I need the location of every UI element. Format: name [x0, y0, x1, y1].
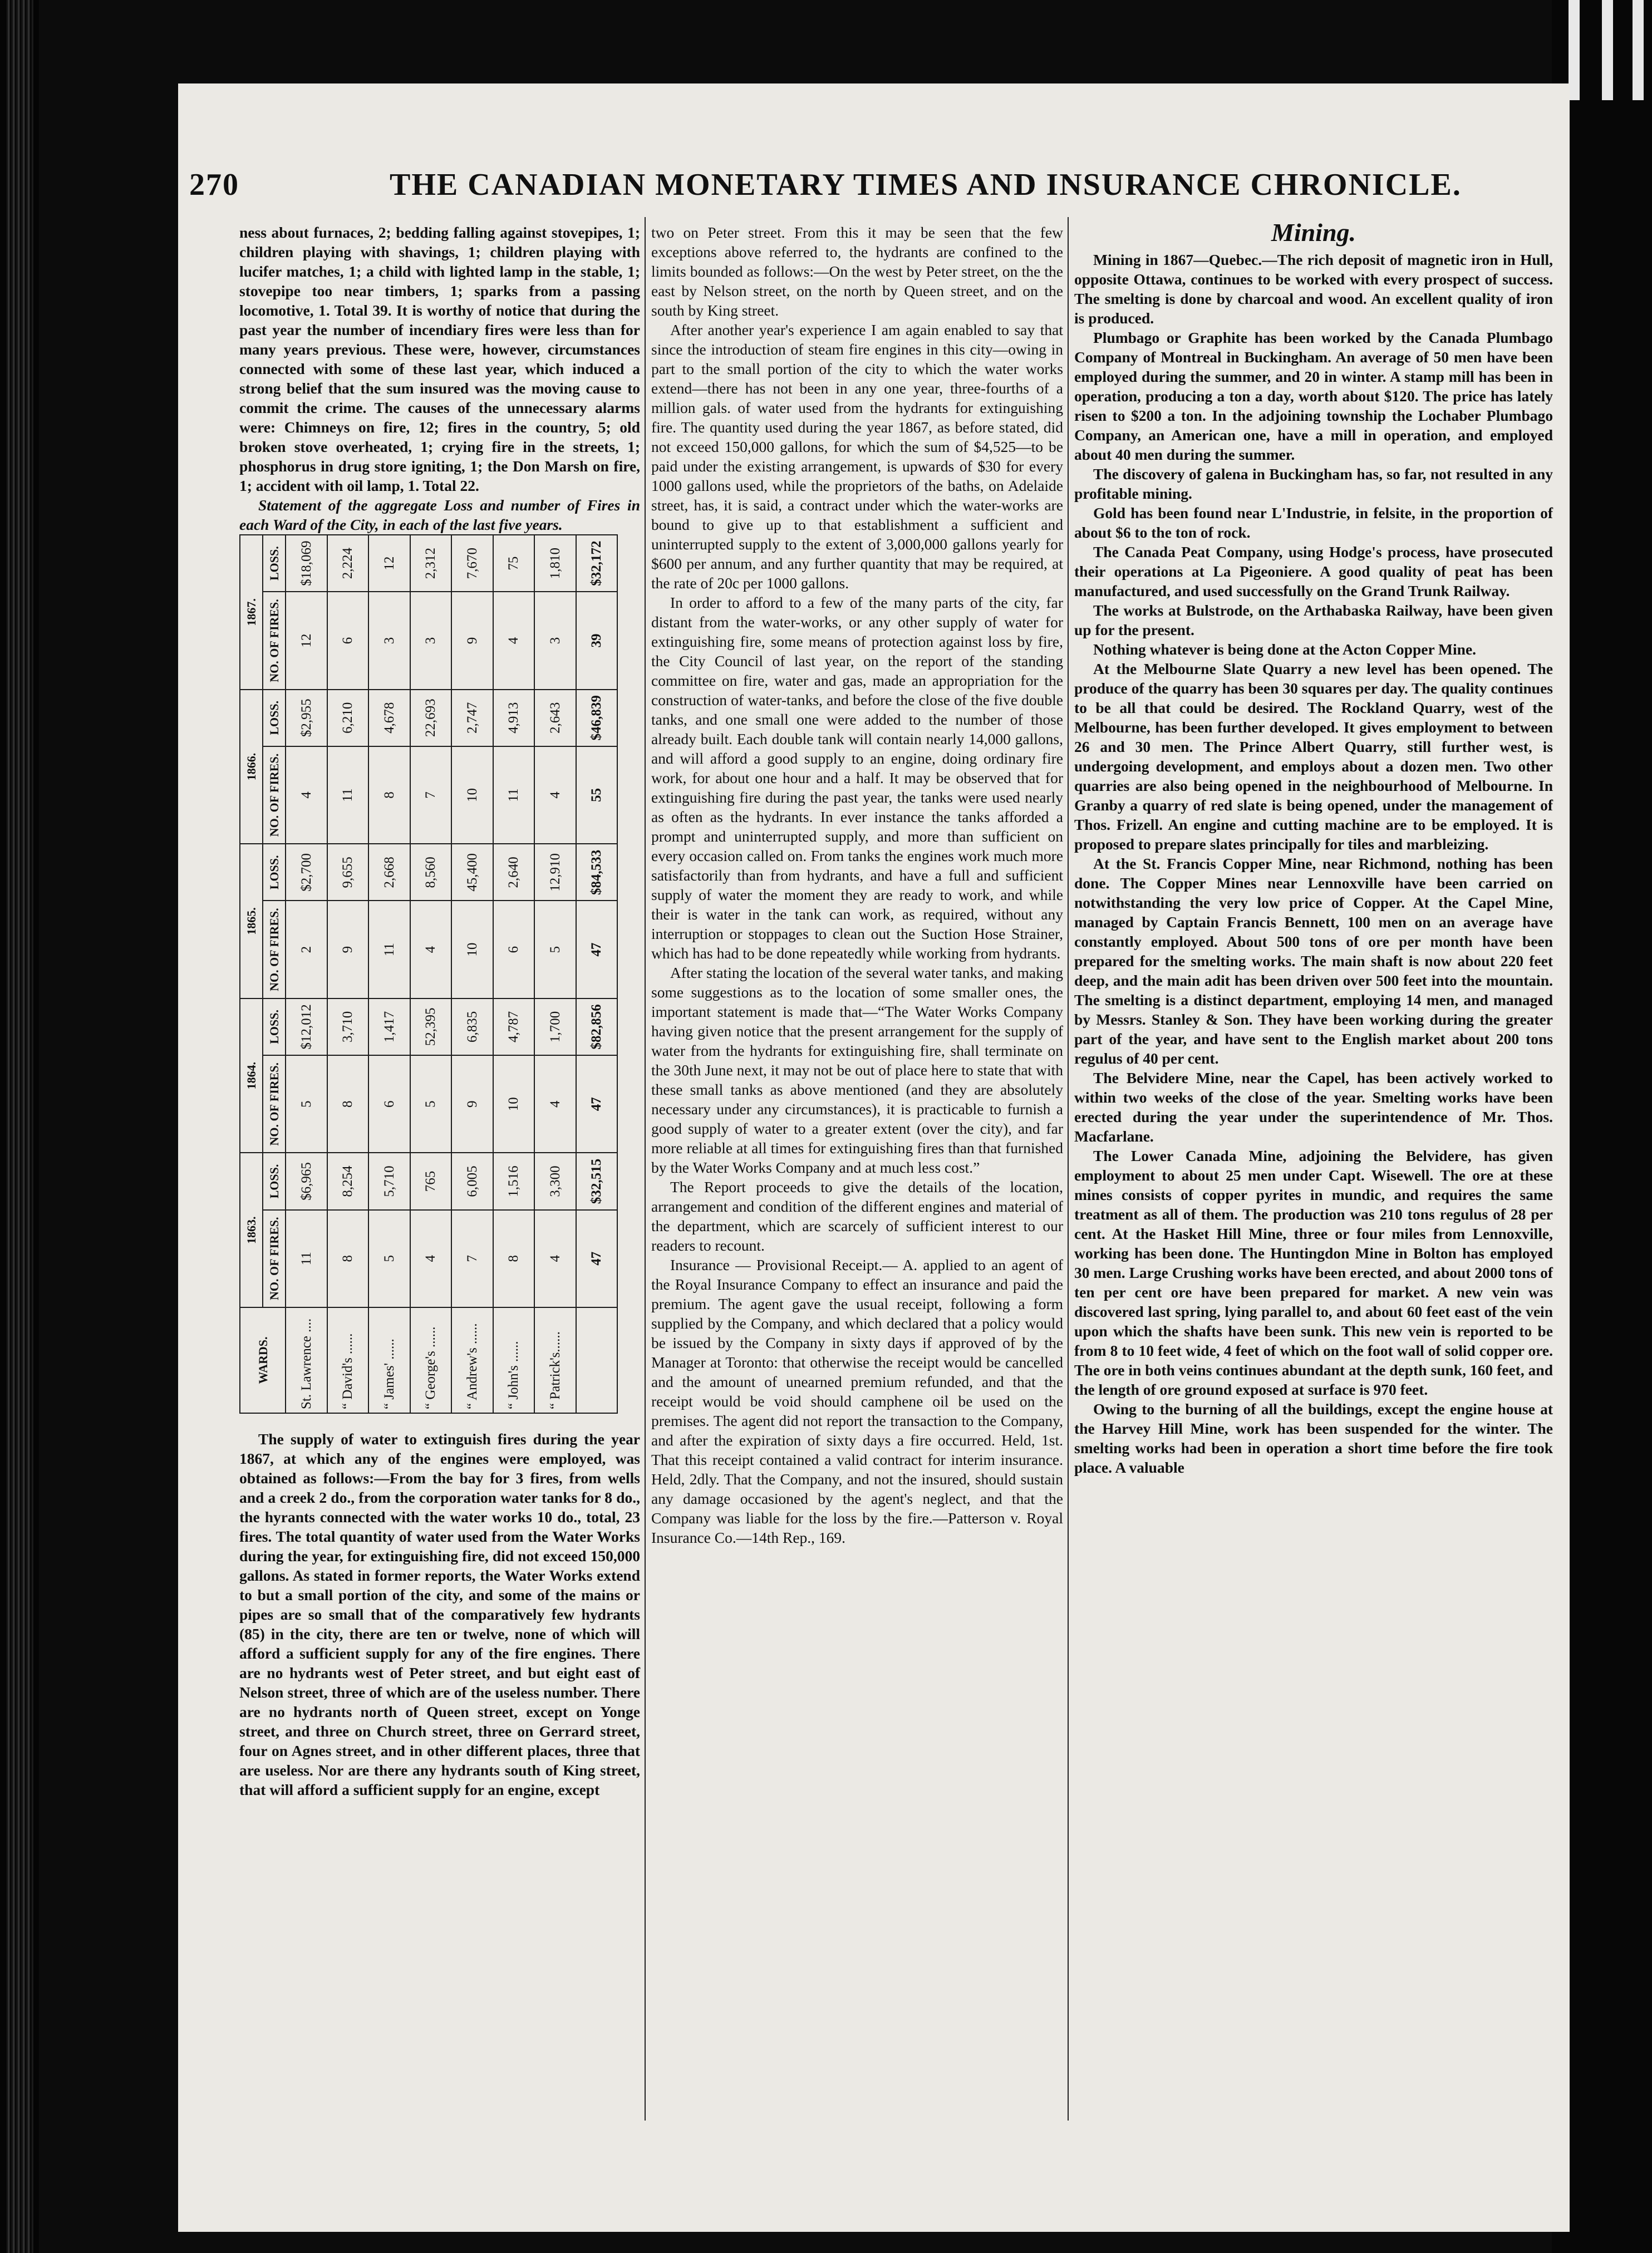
loss-amount-cell: 8,560 — [410, 844, 452, 901]
total-loss-cell: $32,172 — [576, 535, 618, 592]
total-loss-cell: $32,515 — [576, 1153, 618, 1209]
table-header-year: 1864. — [240, 998, 263, 1153]
fires-count-cell: 4 — [534, 1055, 576, 1153]
paragraph: Gold has been found near L'Industrie, in felsite, in the proportion of about $6 to the ton of rock. — [1074, 504, 1553, 541]
table-row — [451, 535, 493, 1413]
paragraph: The Lower Canada Mine, adjoining the Belvidere, has given employment to about 25 men under Capt. Wisewell. The ore at these mines consists of copper pyrites in mundic, and requires the same treatment as all of them. The production was 210 tons regulus of 28 per cent. At the Hasket Hill Mine, three or four miles from Lennoxville, working has been done. The Huntingdon Mine in Bolton has employed 30 men. Large Crushing works have been erected, and about 2000 tons of ten per cent ore have been prepared for market. A new vein was discovered last spring, lying parallel to, and about 60 feet east of the vein upon which the shafts have been sunk. This new vein is reported to be from 8 to 10 feet wide, 4 feet of which on the foot wall of solid copper ore. The ore in both veins continues abundant at the depth sunk, 160 feet, and the length of ore ground exposed at surface is 970 feet. — [1074, 1147, 1553, 1398]
total-fires-cell: 55 — [576, 746, 618, 844]
paragraph: After another year's experience I am again enabled to say that since the introduction of steam fire engines in this city—owing in part to the small portion of the city to which the water works extend—there has not been in any one year, three-fourths of a million gals. of water used from the hydrants for extinguishing fire. The quantity used during the year 1867, as before stated, did not exceed 150,000 gallons, for which the sum of $4,525—to be paid under the existing arrangement, is upwards of $30 for every 1000 gallons used, while the proprietors of the baths, on Adelaide street, has, it is said, a contract under which the water-works are bound to give up to that establishment a sufficient and uninterrupted supply to the extent of 3,000,000 gallons yearly for $600 per annum, and any further quantity that may be required, at the rate of 20c per 1000 gallons. — [651, 321, 1063, 592]
loss-amount-cell: 1,417 — [368, 998, 410, 1055]
paragraph: Insurance — Provisional Receipt.— A. applied to an agent of the Royal Insurance Company to effect an insurance and paid the premium. The agent gave the usual receipt, following a form supplied by the Company, and which declared that a policy would be issued by the Company in sixty days if approved of by the Manager at Toronto: that otherwise the receipt would be cancelled and the amount of unearned premium refunded, and that the receipt would be void should camphene oil be used on the premises. The agent did not report the transaction to the Company, and after the expiration of sixty days a fire occurred. Held, 1st. That this receipt contained a valid contract for interim insurance. Held, 2dly. That the Company, and not the insured, should sustain any damage occasioned by the agent's neglect, and that the Company was liable for the loss by the fire.—Patterson v. Royal Insurance Co.—14th Rep., 169. — [651, 1256, 1063, 1546]
fires-count-cell: 5 — [286, 1055, 327, 1153]
paragraph: Plumbago or Graphite has been worked by the Canada Plumbago Company of Montreal in Buckingham. An average of 50 men have been employed during the summer, and 20 in winter. A stamp mill has been in operation, producing a ton a day, worth about $120. The price has lately risen to $200 a ton. In the adjoining township the Lochaber Plumbago Company, an American one, have a mill in operation, and employed about 40 men during the summer. — [1074, 329, 1553, 463]
table-header-year: 1866. — [240, 690, 263, 844]
loss-amount-cell: 12 — [368, 535, 410, 592]
table-row — [368, 535, 410, 1413]
table-header-fires: NO. OF FIRES. — [263, 592, 286, 689]
loss-amount-cell: 8,254 — [327, 1153, 369, 1209]
column-rule — [645, 217, 646, 2121]
paragraph: At the St. Francis Copper Mine, near Richmond, nothing has been done. The Copper Mines near Lennoxville have been carried on notwithstanding the very low price of Copper. At the Capel Mine, managed by Captain Francis Bennett, 100 men on an average have constantly employed. About 500 tons of ore per month have been prepared for the smelting works. The main shaft is now about 220 feet deep, and the main adit has been driven over 500 feet into the mountain. The smelting is a distinct department, employing 14 men, and managed by Messrs. Stanley & Son. They have been working during the greater part of the year, and have sent to the English market about 200 tons regulus of 40 per cent. — [1074, 855, 1553, 1067]
fires-count-cell: 3 — [410, 592, 452, 689]
fires-count-cell: 4 — [534, 1210, 576, 1307]
total-fires-cell: 47 — [576, 1210, 618, 1307]
ward-cell: “ James' ...... — [368, 1307, 410, 1413]
fires-count-cell: 9 — [327, 901, 369, 998]
table-header-fires: NO. OF FIRES. — [263, 746, 286, 844]
paragraph: two on Peter street. From this it may be seen that the few exceptions above referred to, the hydrants are confined to the limits bounded as follows:—On the west by Peter street, on the the east by Nelson street, on the north by Queen street, and on the south by King street. — [651, 224, 1063, 319]
paragraph: The Report proceeds to give the details of the location, arrangement and condition of the different engines and material of the department, which are scarcely of sufficient interest to our readers to recount. — [651, 1178, 1063, 1254]
table-header-loss: LOSS. — [263, 1153, 286, 1209]
page-number: 270 — [189, 168, 239, 202]
fires-count-cell: 5 — [410, 1055, 452, 1153]
table-header-loss: LOSS. — [263, 844, 286, 901]
loss-amount-cell: 1,700 — [534, 998, 576, 1055]
column-left — [239, 223, 640, 1799]
loss-amount-cell: 2,747 — [451, 690, 493, 746]
loss-amount-cell: $12,012 — [286, 998, 327, 1055]
loss-amount-cell: 2,668 — [368, 844, 410, 901]
fires-count-cell: 8 — [327, 1210, 369, 1307]
paragraph: At the Melbourne Slate Quarry a new level has been opened. The produce of the quarry has been 30 squares per day. The quality continues to be all that could be desired. The Rockland Quarry, west of the Melbourne, has been further developed. It gives employment to between 26 and 30 men. The Prince Albert Quarry, still further west, is undergoing development, and employs about a dozen men. Two other quarries are also being opened in the neighbourhood of Melbourne. In Granby a quarry of red slate is being opened, under the management of Thos. Frizell. An engine and cutting machine are to be employed. It is proposed to prepare slates principally for tiles and marbleizing. — [1074, 660, 1553, 853]
loss-amount-cell: 22,693 — [410, 690, 452, 746]
loss-amount-cell: 4,678 — [368, 690, 410, 746]
loss-amount-cell: $18,069 — [286, 535, 327, 592]
loss-amount-cell: 7,670 — [451, 535, 493, 592]
table-header-year: 1863. — [240, 1153, 263, 1307]
table-row — [327, 535, 369, 1413]
table-header-wards: WARDS. — [240, 1307, 286, 1413]
ward-cell: “ David's ...... — [327, 1307, 369, 1413]
table-row — [410, 535, 452, 1413]
paragraph: The supply of water to extinguish fires during the year 1867, at which any of the engines were employed, was obtained as follows:—From the bay for 3 fires, from wells and a creek 2 do., from the corporation water tanks for 8 do., the hyrants connected with the water works 10 do., total, 23 fires. The total quantity of water used from the Water Works during the year, for extinguishing fire, did not exceed 150,000 gallons. As stated in former reports, the Water Works extend to but a small portion of the city, and some of the mains or pipes are so small that of the comparatively few hydrants (85) in the city, there are ten or twelve, none of which will afford a sufficient supply for any of the fire engines. There are no hydrants west of Peter street, and but eight east of Nelson street, three of which are of the useless number. There are no hydrants north of Queen street, except on Yonge street, and three on Church street, three on Gerrard street, four on Agnes street, and in other different places, three that are useless. Nor are there any hydrants south of King street, that will afford a sufficient supply for an engine, except — [239, 1430, 640, 1798]
loss-amount-cell: 3,710 — [327, 998, 369, 1055]
loss-amount-cell: 52,395 — [410, 998, 452, 1055]
table-total-row — [576, 535, 618, 1413]
fires-count-cell: 4 — [410, 1210, 452, 1307]
loss-amount-cell: 3,300 — [534, 1153, 576, 1209]
ward-cell: St. Lawrence .... — [286, 1307, 327, 1413]
ward-cell: “ George's ...... — [410, 1307, 452, 1413]
paragraph: Mining in 1867—Quebec.—The rich deposit of magnetic iron in Hull, opposite Ottawa, continues to be worked with every prospect of success. The smelting is done by charcoal and wood. An excellent quality of iron is produced. — [1074, 251, 1553, 327]
loss-amount-cell: $2,955 — [286, 690, 327, 746]
fires-count-cell: 8 — [493, 1210, 535, 1307]
fires-count-cell: 3 — [534, 592, 576, 689]
column-right — [1074, 218, 1553, 1477]
paragraph: In order to afford to a few of the many parts of the city, far distant from the water-works, or any other supply of water for extinguishing fire, some means of protection against loss by fire, the City Council of last year, on the report of the standing committee on fire, water and gas, made an appropriation for the construction of water-tanks, and before the close of the five double tanks, and one small one were added to the number of those already built. Each double tank will contain nearly 14,000 gallons, and will afford a good supply to an engine, doing ordinary fire work, for about one hour and a half. It may be observed that for extinguishing fire during the past year, the tanks were used nearly as often as the hydrants. In ever instance the tanks afforded a prompt and uninterrupted supply, and more than sufficient on every occasion called on. From tanks the engines work much more satisfactorily than from hydrants, and have a full and sufficient supply of water the moment they are ready to work, and while their is water in the tank can work, as required, without any interruption or stoppages to clean out the Suction Hose Strainer, which has had to be done repeatedly while working from hydrants. — [651, 594, 1063, 962]
fires-count-cell: 11 — [286, 1210, 327, 1307]
table-header-fires: NO. OF FIRES. — [263, 1210, 286, 1307]
loss-amount-cell: $6,965 — [286, 1153, 327, 1209]
ward-cell: “ Andrew's ...... — [451, 1307, 493, 1413]
table-caption: Statement of the aggregate Loss and number of Fires in each Ward of the City, in each of the last five years. — [239, 496, 640, 533]
loss-amount-cell: 4,913 — [493, 690, 535, 746]
fires-count-cell: 6 — [327, 592, 369, 689]
column-middle — [651, 223, 1063, 1547]
fires-count-cell: 11 — [327, 746, 369, 844]
fires-count-cell: 4 — [410, 901, 452, 998]
fires-count-cell: 6 — [493, 901, 535, 998]
fires-count-cell: 5 — [368, 1210, 410, 1307]
fires-count-cell: 7 — [410, 746, 452, 844]
table-header-fires: NO. OF FIRES. — [263, 901, 286, 998]
paragraph: The Canada Peat Company, using Hodge's process, have prosecuted their operations at La Pigeoniere. A good quality of peat has been manufactured, and used successfully on the Grand Trunk Railway. — [1074, 543, 1553, 599]
paragraph: The works at Bulstrode, on the Arthabaska Railway, have been given up for the present. — [1074, 602, 1553, 638]
loss-amount-cell: 2,643 — [534, 690, 576, 746]
table-header-loss: LOSS. — [263, 690, 286, 746]
fires-count-cell: 11 — [368, 901, 410, 998]
table-header-loss: LOSS. — [263, 998, 286, 1055]
fires-count-cell: 9 — [451, 592, 493, 689]
ward-cell: “ John's ...... — [493, 1307, 535, 1413]
loss-amount-cell: 75 — [493, 535, 535, 592]
loss-amount-cell: $2,700 — [286, 844, 327, 901]
fire-statistics-table — [239, 534, 618, 1414]
loss-amount-cell: 6,835 — [451, 998, 493, 1055]
loss-amount-cell: 12,910 — [534, 844, 576, 901]
column-rule — [1068, 217, 1069, 2121]
page-header — [178, 161, 1570, 223]
film-perforation-mark — [1569, 0, 1580, 100]
loss-amount-cell: 45,400 — [451, 844, 493, 901]
fires-count-cell: 7 — [451, 1210, 493, 1307]
total-loss-cell: $82,856 — [576, 998, 618, 1055]
total-loss-cell: $84,533 — [576, 844, 618, 901]
book-binding-edge — [7, 0, 33, 2253]
total-fires-cell: 47 — [576, 1055, 618, 1153]
loss-amount-cell: 6,005 — [451, 1153, 493, 1209]
paragraph: Owing to the burning of all the buildings, except the engine house at the Harvey Hill Mine, work has been suspended for the winter. The smelting works had been in operation a short time before the fire took place. A valuable — [1074, 1400, 1553, 1476]
ward-cell: “ Patrick's...... — [534, 1307, 576, 1413]
film-perforation-mark — [1602, 0, 1613, 100]
table-header-year: 1865. — [240, 844, 263, 998]
total-fires-cell: 47 — [576, 901, 618, 998]
fires-count-cell: 9 — [451, 1055, 493, 1153]
total-fires-cell: 39 — [576, 592, 618, 689]
film-perforation-mark — [1633, 0, 1644, 100]
loss-amount-cell: 5,710 — [368, 1153, 410, 1209]
fires-count-cell: 5 — [534, 901, 576, 998]
fires-count-cell: 10 — [451, 746, 493, 844]
journal-title: THE CANADIAN MONETARY TIMES AND INSURANCE CHRONICLE. — [390, 168, 1462, 202]
loss-amount-cell: 4,787 — [493, 998, 535, 1055]
fires-count-cell: 12 — [286, 592, 327, 689]
table-row — [286, 535, 327, 1413]
loss-amount-cell: 2,640 — [493, 844, 535, 901]
loss-amount-cell: 1,810 — [534, 535, 576, 592]
table-row — [493, 535, 535, 1413]
fires-count-cell: 11 — [493, 746, 535, 844]
loss-amount-cell: 6,210 — [327, 690, 369, 746]
fires-count-cell: 6 — [368, 1055, 410, 1153]
fire-statistics-table-container — [239, 534, 618, 1414]
section-title-mining: Mining. — [1271, 218, 1356, 247]
paragraph: The discovery of galena in Buckingham has, so far, not resulted in any profitable mining. — [1074, 465, 1553, 502]
fires-count-cell: 4 — [286, 746, 327, 844]
loss-amount-cell: 765 — [410, 1153, 452, 1209]
fires-count-cell: 8 — [327, 1055, 369, 1153]
fires-count-cell: 3 — [368, 592, 410, 689]
fires-count-cell: 2 — [286, 901, 327, 998]
paragraph: After stating the location of the several water tanks, and making some suggestions as to the location of some smaller ones, the important statement is made that—“The Water Works Company having given notice that the present arrangement for the supply of water from the hydrants for extinguishing fire, shall terminate on the 30th June next, it may not be out of place here to state that with these small tanks as above mentioned (and they are absolutely necessary under any circumstances), it is practicable to furnish a good supply of water to a greater extent (over the city), and far more reliable at all times for extinguishing fires than that furnished by the Water Works Company and at much less cost.” — [651, 964, 1063, 1176]
fires-count-cell: 4 — [534, 746, 576, 844]
loss-amount-cell: 2,224 — [327, 535, 369, 592]
fires-count-cell: 10 — [493, 1055, 535, 1153]
table-header-fires: NO. OF FIRES. — [263, 1055, 286, 1153]
loss-amount-cell: 9,655 — [327, 844, 369, 901]
loss-amount-cell: 1,516 — [493, 1153, 535, 1209]
total-loss-cell: $46,839 — [576, 690, 618, 746]
table-row — [534, 535, 576, 1413]
total-label-cell — [576, 1307, 618, 1413]
paragraph: The Belvidere Mine, near the Capel, has been actively worked to within two weeks of the close of the year. Smelting works have been erected during the year under the superintendence of Mr. Thos. Macfarlane. — [1074, 1069, 1553, 1145]
paragraph: ness about furnaces, 2; bedding falling against stovepipes, 1; children playing with shavings, 1; children playing with lucifer matches, 1; a child with lighted lamp in the stable, 1; stovepipe too near timbers, 1; sparks from a passing locomotive, 1. Total 39. It is worthy of notice that during the past year the number of incendiary fires were less than for many years previous. These were, however, circumstances connected with some of these last year, which induced a strong belief that the sum insured was the moving cause to commit the crime. The causes of the unnecessary alarms were: Chimneys on fire, 12; fires in the country, 5; old broken stove overheated, 1; crying fire in the streets, 1; phosphorus in drug store igniting, 1; the Don Marsh on fire, 1; accident with oil lamp, 1. Total 22. — [239, 224, 640, 494]
newspaper-page — [178, 83, 1570, 2232]
fires-count-cell: 8 — [368, 746, 410, 844]
table-header-loss: LOSS. — [263, 535, 286, 592]
table-header-year: 1867. — [240, 535, 263, 690]
fires-count-cell: 10 — [451, 901, 493, 998]
fires-count-cell: 4 — [493, 592, 535, 689]
loss-amount-cell: 2,312 — [410, 535, 452, 592]
paragraph: Nothing whatever is being done at the Acton Copper Mine. — [1093, 641, 1477, 658]
